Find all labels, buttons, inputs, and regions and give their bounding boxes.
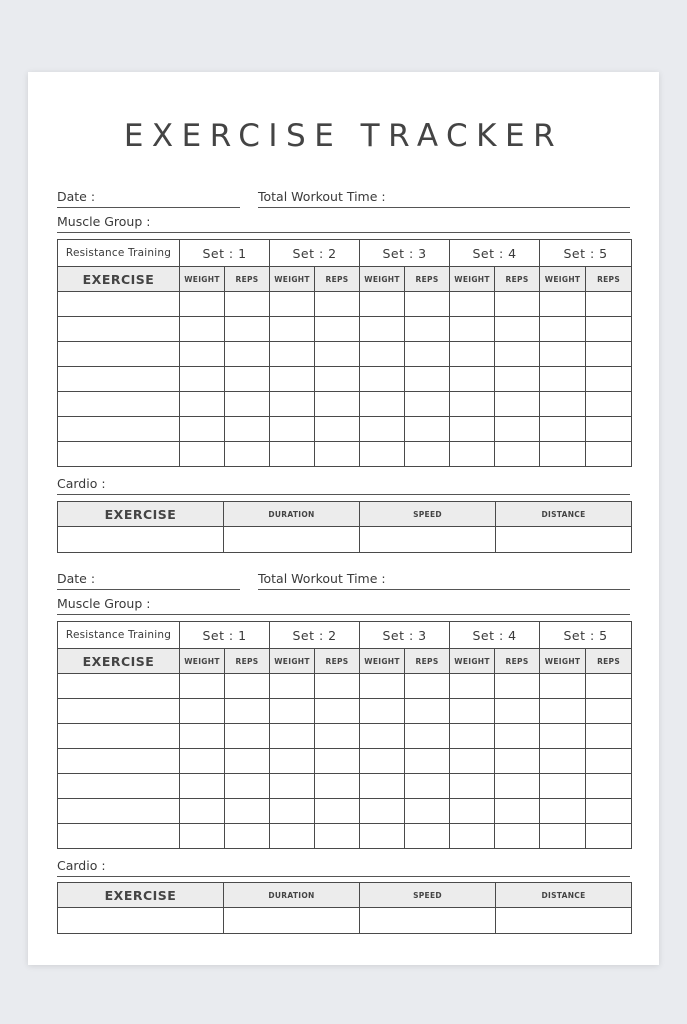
table-row[interactable] [58,342,632,367]
date-field[interactable] [57,188,240,208]
cardio-exercise-header: EXERCISE [58,883,224,908]
total-workout-time-field[interactable] [258,570,630,590]
weight-header: WEIGHT [360,649,405,674]
total-workout-time-label: Total Workout Time : [258,571,386,586]
table-row[interactable] [58,749,632,774]
muscle-group-label: Muscle Group : [57,214,151,229]
date-field[interactable] [57,570,240,590]
table-row[interactable] [58,292,632,317]
reps-header: REPS [495,649,540,674]
weight-header: WEIGHT [540,267,586,292]
resistance-training-heading: Resistance Training [58,240,180,267]
cardio-field[interactable] [57,475,630,495]
muscle-group-field[interactable] [57,595,630,615]
table-row[interactable] [58,392,632,417]
resistance-training-heading: Resistance Training [58,622,180,649]
date-label: Date : [57,189,96,204]
table-row[interactable] [58,367,632,392]
table-row[interactable] [58,724,632,749]
weight-header: WEIGHT [450,267,495,292]
set-3-heading: Set : 3 [360,622,450,649]
reps-header: REPS [315,267,360,292]
resistance-table [57,621,632,849]
speed-header: SPEED [360,883,496,908]
total-workout-time-field[interactable] [258,188,630,208]
muscle-group-field[interactable] [57,213,630,233]
set-2-heading: Set : 2 [270,240,360,267]
table-row[interactable] [58,774,632,799]
reps-header: REPS [225,649,270,674]
weight-header: WEIGHT [360,267,405,292]
set-4-heading: Set : 4 [450,240,540,267]
cardio-table [57,882,632,934]
exercise-header: EXERCISE [58,649,180,674]
set-1-heading: Set : 1 [180,622,270,649]
table-row[interactable] [58,442,632,467]
reps-header: REPS [586,649,632,674]
table-row[interactable] [58,674,632,699]
reps-header: REPS [405,267,450,292]
weight-header: WEIGHT [270,649,315,674]
page-title: EXERCISE TRACKER [123,118,564,154]
table-row[interactable] [58,908,632,934]
duration-header: DURATION [224,502,360,527]
table-row[interactable] [58,699,632,724]
weight-header: WEIGHT [180,267,225,292]
reps-header: REPS [495,267,540,292]
set-2-heading: Set : 2 [270,622,360,649]
set-5-heading: Set : 5 [540,240,632,267]
duration-header: DURATION [224,883,360,908]
cardio-label: Cardio : [57,476,106,491]
speed-header: SPEED [360,502,496,527]
set-4-heading: Set : 4 [450,622,540,649]
weight-header: WEIGHT [270,267,315,292]
set-5-heading: Set : 5 [540,622,632,649]
total-workout-time-label: Total Workout Time : [258,189,386,204]
reps-header: REPS [405,649,450,674]
distance-header: DISTANCE [496,883,632,908]
reps-header: REPS [315,649,360,674]
cardio-label: Cardio : [57,858,106,873]
table-row[interactable] [58,317,632,342]
weight-header: WEIGHT [450,649,495,674]
set-3-heading: Set : 3 [360,240,450,267]
resistance-table [57,239,632,467]
reps-header: REPS [586,267,632,292]
exercise-header: EXERCISE [58,267,180,292]
table-row[interactable] [58,799,632,824]
cardio-exercise-header: EXERCISE [58,502,224,527]
table-row[interactable] [58,417,632,442]
table-row[interactable] [58,527,632,553]
reps-header: REPS [225,267,270,292]
table-row[interactable] [58,824,632,849]
distance-header: DISTANCE [496,502,632,527]
muscle-group-label: Muscle Group : [57,596,151,611]
cardio-table [57,501,632,553]
weight-header: WEIGHT [540,649,586,674]
set-1-heading: Set : 1 [180,240,270,267]
date-label: Date : [57,571,96,586]
cardio-field[interactable] [57,857,630,877]
weight-header: WEIGHT [180,649,225,674]
